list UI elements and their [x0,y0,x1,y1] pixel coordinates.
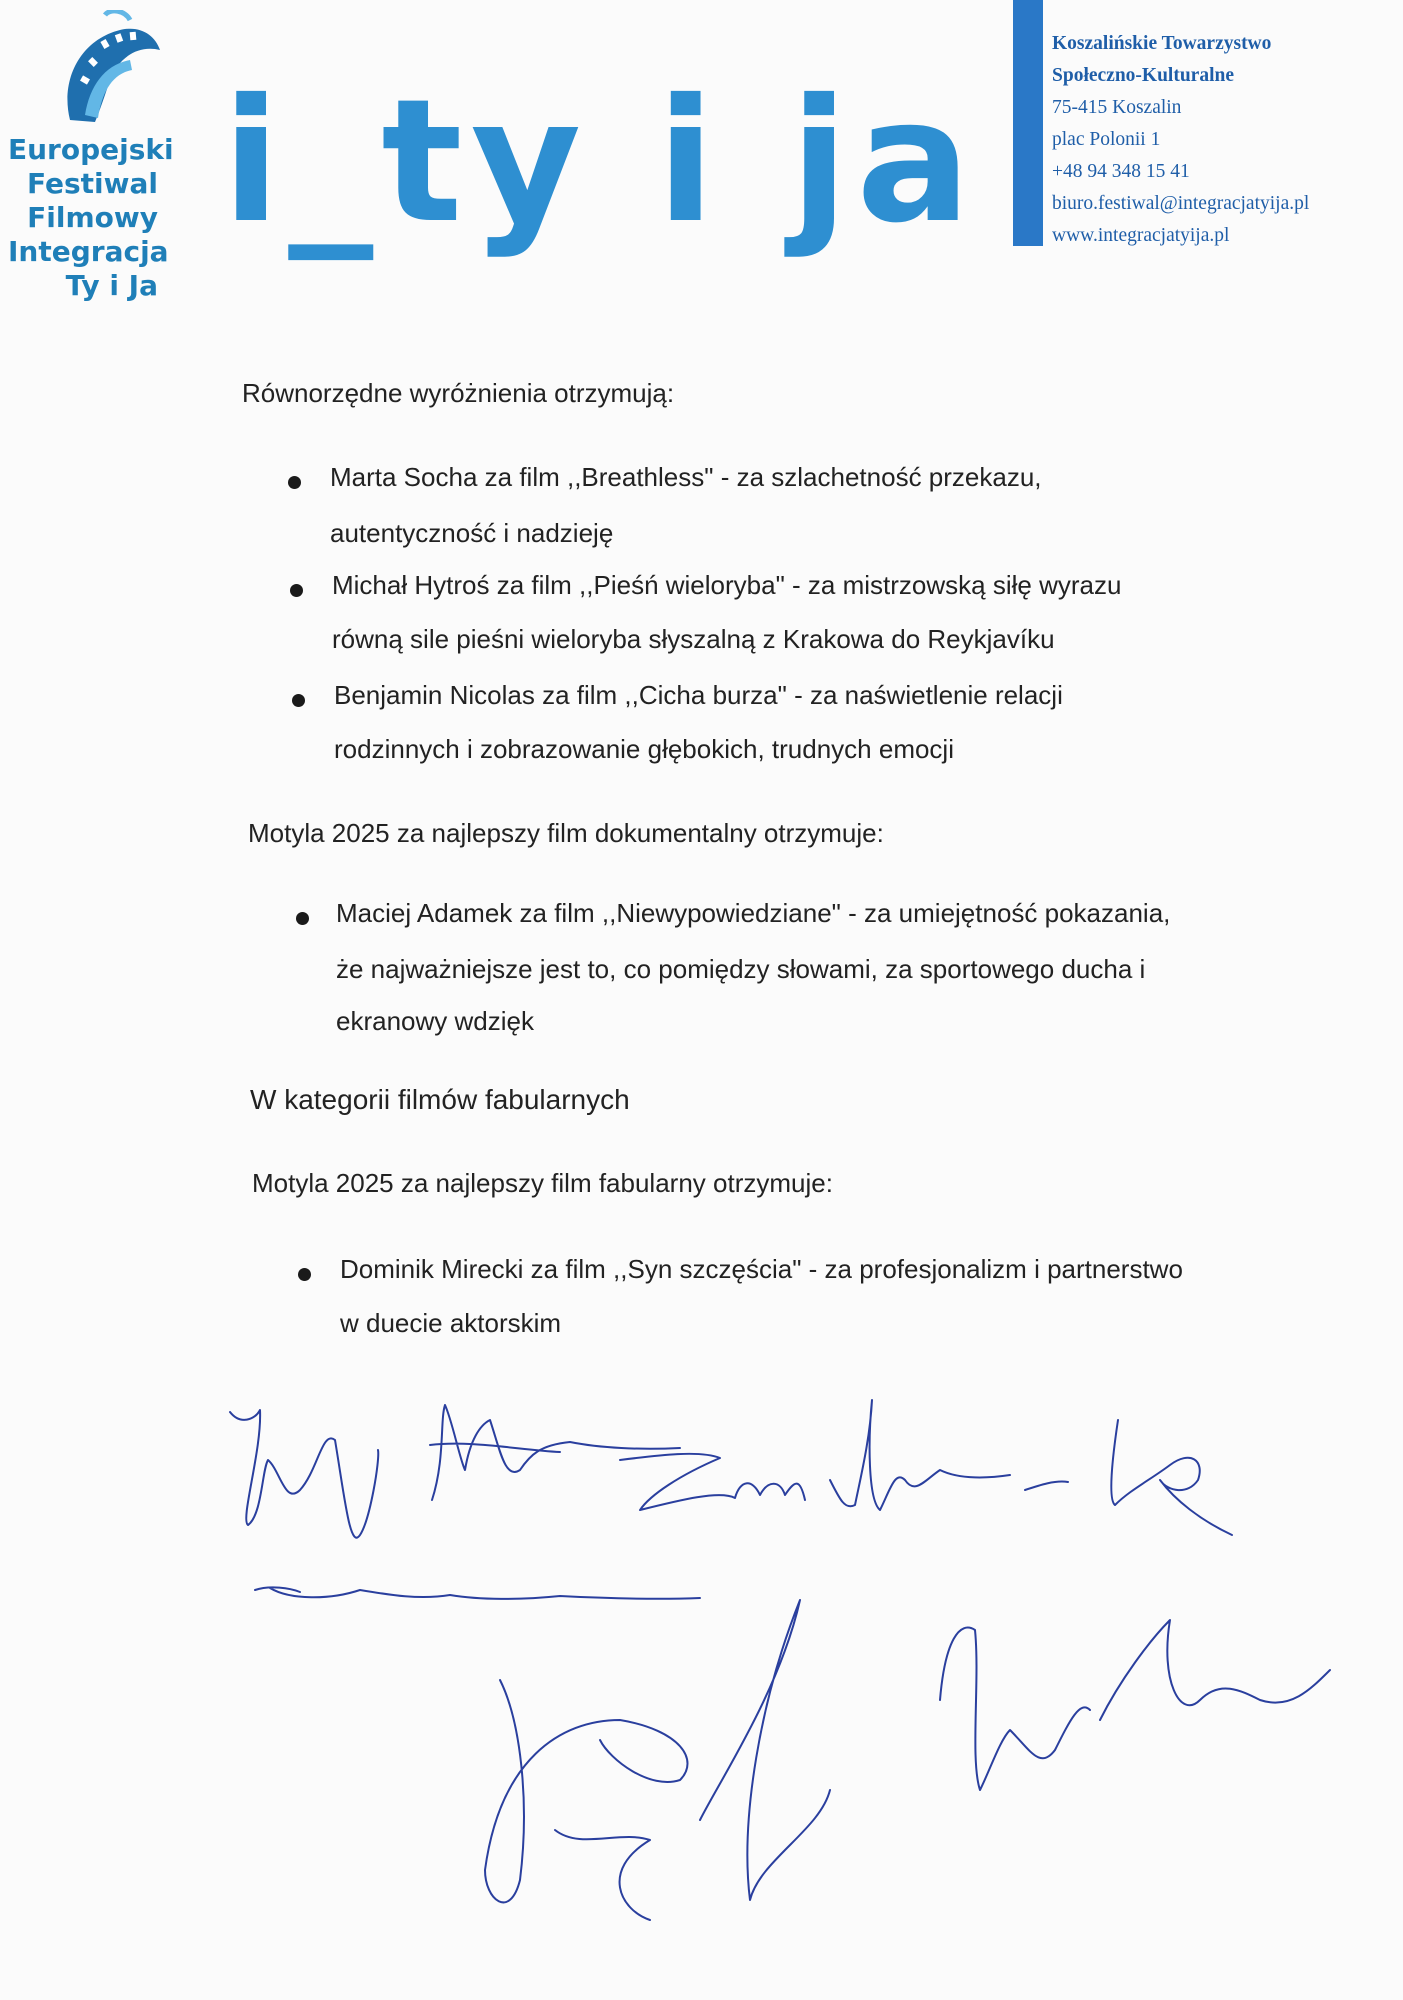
section1-heading: Równorzędne wyróżnienia otrzymują: [242,378,675,408]
contact-org-line: Społeczno-Kulturalne [1052,65,1235,86]
signature-6 [255,1587,700,1599]
contact-phone: +48 94 348 15 41 [1052,161,1190,182]
festival-name-line: Festiwal [27,167,158,200]
list-item-line: Dominik Mirecki za film ,,Syn szczęścia" - za profesjonalizm i partnerstwo [340,1254,1183,1284]
signature-4 [830,1400,1068,1510]
contact-org-line: Koszalińskie Towarzystwo [1052,33,1272,54]
signature-1 [230,1410,378,1538]
big-title: i_ty i ja [222,63,979,261]
signature-5 [1111,1420,1232,1535]
contact-address: 75-415 Koszalin [1052,97,1182,118]
festival-name-line: Europejski [8,133,174,166]
list-item-line: w duecie aktorskim [340,1308,562,1338]
list-item-line: Benjamin Nicolas za film ,,Cicha burza" - za naświetlenie relacji [334,680,1063,710]
festival-name-line: Filmowy [27,201,158,234]
list-item-line: Maciej Adamek za film ,,Niewypowiedziane" - za umiejętność pokazania, [336,898,1171,928]
list-item-line: że najważniejsze jest to, co pomiędzy słowami, za sportowego ducha i [336,954,1146,984]
list-item-line: ekranowy wdzięk [336,1006,534,1036]
contact-street: plac Polonii 1 [1052,129,1161,150]
list-item-line: równą sile pieśni wieloryba słyszalną z Krakowa do Reykjavíku [332,624,1055,654]
signature-7 [485,1600,830,1920]
list-item-line: Marta Socha za film ,,Breathless" - za szlachetność przekazu, [330,462,1042,492]
festival-name-line: Ty i Ja [65,269,158,302]
signature-2 [430,1405,680,1500]
section4-heading: Motyla 2025 za najlepszy film fabularny otrzymuje: [252,1168,833,1198]
list-item-line: autentyczność i nadzieję [330,518,614,548]
contact-email: biuro.festiwal@integracjatyija.pl [1052,193,1310,214]
festival-name-line: Integracja [8,235,169,268]
signature-3 [620,1454,805,1510]
section3-heading: W kategorii filmów fabularnych [250,1084,630,1115]
list-item-line: rodzinnych i zobrazowanie głębokich, trudnych emocji [334,734,954,764]
contact-website: www.integracjatyija.pl [1052,225,1230,246]
section2-heading: Motyla 2025 za najlepszy film dokumentalny otrzymuje: [248,818,884,848]
signature-8 [940,1620,1330,1790]
list-item-line: Michał Hytroś za film ,,Pieśń wieloryba" - za mistrzowską siłę wyrazu [332,570,1122,600]
